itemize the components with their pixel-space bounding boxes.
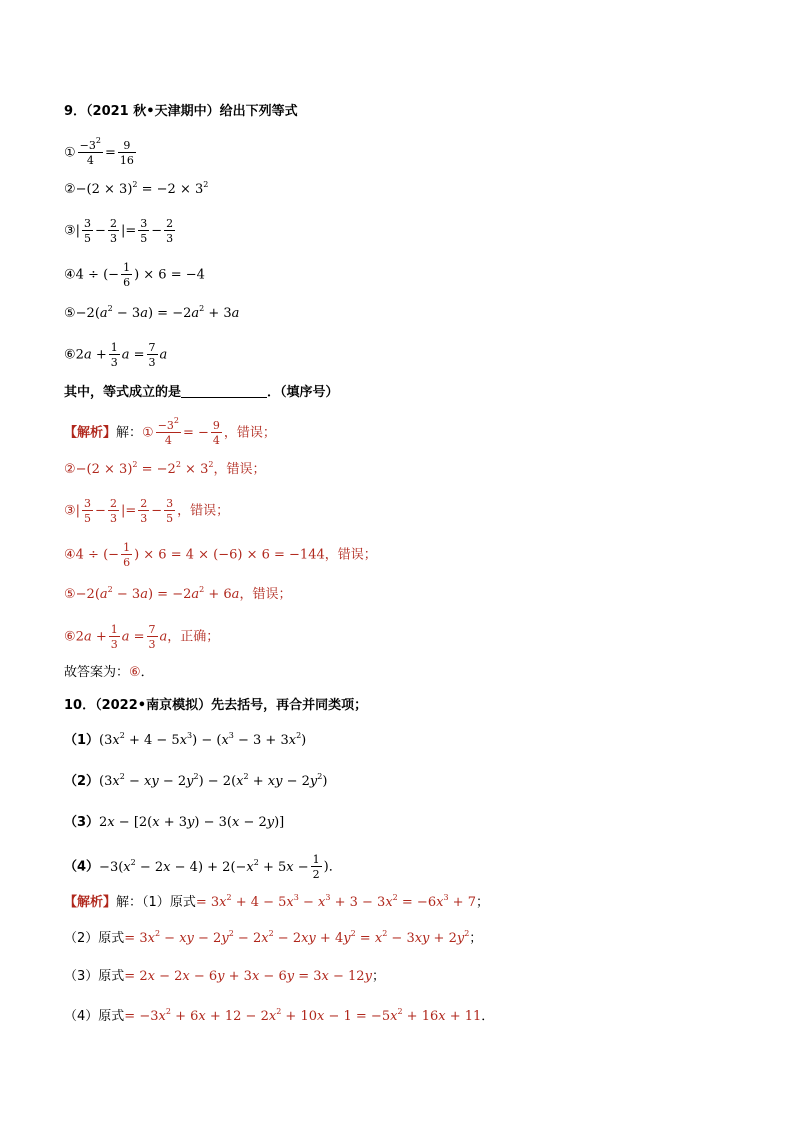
sol-label: （2） bbox=[64, 931, 99, 946]
q9-item-mark: ③ bbox=[64, 223, 76, 239]
q9-item-mark: ① bbox=[64, 145, 76, 161]
q9-source: （2021 秋•天津期中） bbox=[86, 104, 220, 119]
q9-question bbox=[64, 383, 339, 403]
q10-sol-2: （2）原式= $3x^2$ − xy − $2y^2 - 2x^2 - 2xy + 4y^2 = x^2 - 3xy + 2y^2$； bbox=[64, 929, 483, 946]
q9-item-mark: ⑤ bbox=[64, 306, 76, 321]
q9-sol-5: $⑤-2(a^2 - 3a) = -2a^2 + 6a$，错误； bbox=[64, 585, 292, 602]
sol-lead: 原式 bbox=[98, 969, 125, 984]
sol-verdict: ，错误； bbox=[223, 425, 276, 441]
q10-part-2: $(2)(3x^2$ − xy − $2y^2) - 2(x^2$ + xy − $2y^2$) bbox=[64, 772, 328, 789]
q9-item-2: ②−(2 × $3)^2 = -2 \times 3^2$ bbox=[64, 180, 209, 197]
q9-ask: 其中，等式成立的是 bbox=[64, 385, 182, 400]
sol-end: ； bbox=[475, 895, 489, 910]
q9-sol-2: ②−(2 × $3)^2 = -2^2 \times 3^2$，错误； bbox=[64, 460, 266, 477]
part-label: （3） bbox=[64, 815, 100, 830]
q9-item-4: ④4 ÷ (− $\frac{1}{6}$ ) × 6 = −4 bbox=[64, 261, 205, 289]
q9-number: 9． bbox=[64, 104, 87, 119]
sol-end: ； bbox=[371, 969, 385, 984]
sol-end: ； bbox=[469, 931, 483, 946]
q9-item-5: $⑤-2(a^2 - 3a) = -2a^2 + 3a$ bbox=[64, 304, 240, 321]
sol-label: （1） bbox=[142, 895, 170, 910]
q10-number: 10． bbox=[64, 698, 96, 713]
q9-sol-1: 【解析】解：① $\frac{-3^2}{4}$ = − $\frac{9}{4}$ ，错误； bbox=[64, 416, 276, 447]
q9-sol-4: ④4 ÷ (− $\frac{1}{6}$ ) × 6 = 4 × (−6) × 6 = −144，错误； bbox=[64, 541, 377, 569]
sol-verdict: ，错误； bbox=[177, 503, 230, 519]
q9-item-mark: ④ bbox=[64, 267, 76, 283]
sol-mark: ③ bbox=[64, 503, 76, 519]
sol-mark: ⑤ bbox=[64, 587, 76, 602]
analysis-lead: 解： bbox=[116, 895, 143, 910]
q9-item-6: ⑥2a + $\frac{1}{3}$ a = $\frac{7}{3}$ a bbox=[64, 341, 168, 369]
sol-verdict: ，错误； bbox=[213, 462, 266, 477]
q9-item-3: ③| $\frac{3}{5}$ − $\frac{2}{3}$ |= $\frac{3}{5}$ − $\frac{2}{3}$ bbox=[64, 217, 174, 245]
sol-verdict: ，正确； bbox=[167, 629, 220, 645]
q9-sol-3: ③| $\frac{3}{5}$ − $\frac{2}{3}$ |= $\frac{2}{3}$ − $\frac{3}{5}$ ，错误； bbox=[64, 497, 230, 525]
q9-stem: 给出下列等式 bbox=[219, 104, 298, 119]
answer-suffix: ． bbox=[140, 665, 154, 680]
q10-part-3: （3）2x − [2(x + 3y) − 3(x − 2y)] bbox=[64, 815, 285, 830]
q9-heading bbox=[64, 102, 298, 122]
answer-value: ⑥ bbox=[129, 665, 141, 680]
answer-prefix: 故答案为： bbox=[64, 665, 130, 680]
q10-sol-1: 【解析】解：（1）原式= $3x^2 + 4 - 5x^3 - x^3 + 3 - 3x^2 = -6x^3 + 7$； bbox=[64, 893, 489, 910]
sol-end: ． bbox=[481, 1009, 495, 1024]
sol-verdict: ，错误； bbox=[239, 587, 292, 602]
sol-mark: ① bbox=[142, 425, 154, 441]
sol-mark: ④ bbox=[64, 547, 76, 563]
sol-lead: 原式 bbox=[98, 1009, 125, 1024]
sol-lead: 原式 bbox=[98, 931, 125, 946]
q10-source: （2022•南京模拟） bbox=[95, 698, 212, 713]
q10-part-1: $(1)(3x^2 + 4 - 5x^3) - (x^3 - 3 + 3x^2)$ bbox=[64, 731, 307, 748]
part-label: （4） bbox=[64, 859, 100, 875]
q9-ask-suffix: ．（填序号） bbox=[267, 385, 339, 400]
sol-verdict: ，错误； bbox=[324, 547, 377, 563]
answer-blank bbox=[181, 384, 267, 398]
q10-part-4: $(4)-3(x^2 - 2x - 4) + 2(-x^2 + 5x$ − $\frac{1}{2}$ )． bbox=[64, 853, 342, 881]
analysis-tag: 【解析】 bbox=[64, 425, 117, 441]
sol-lead: 原式 bbox=[169, 895, 196, 910]
q10-stem: 先去括号，再合并同类项； bbox=[211, 698, 368, 713]
q10-sol-3: （3）原式= 2x − 2x − 6y + 3x − 6y = 3x − 12y； bbox=[64, 969, 385, 984]
part-label: （1） bbox=[64, 733, 100, 748]
sol-label: （4） bbox=[64, 1009, 99, 1024]
q9-item-1: ① $\frac{-3^2}{4}$ = $\frac{9}{16}$ bbox=[64, 136, 134, 167]
q9-item-mark: ② bbox=[64, 182, 76, 197]
q10-heading bbox=[64, 696, 367, 716]
analysis-lead: 解： bbox=[116, 425, 143, 441]
sol-mark: ⑥ bbox=[64, 629, 76, 645]
part-label: （2） bbox=[64, 774, 100, 789]
sol-label: （3） bbox=[64, 969, 99, 984]
q9-sol-6: ⑥2a + $\frac{1}{3}$ a = $\frac{7}{3}$ a，正确； bbox=[64, 623, 220, 651]
analysis-tag: 【解析】 bbox=[64, 895, 117, 910]
q9-answer bbox=[64, 663, 154, 683]
sol-mark: ② bbox=[64, 462, 76, 477]
q9-item-mark: ⑥ bbox=[64, 347, 76, 363]
q10-sol-4: （4）原式= $-3x^2 + 6x + 12 - 2x^2 + 10x - 1 = -5x^2 + 16x + 11$． bbox=[64, 1007, 495, 1024]
